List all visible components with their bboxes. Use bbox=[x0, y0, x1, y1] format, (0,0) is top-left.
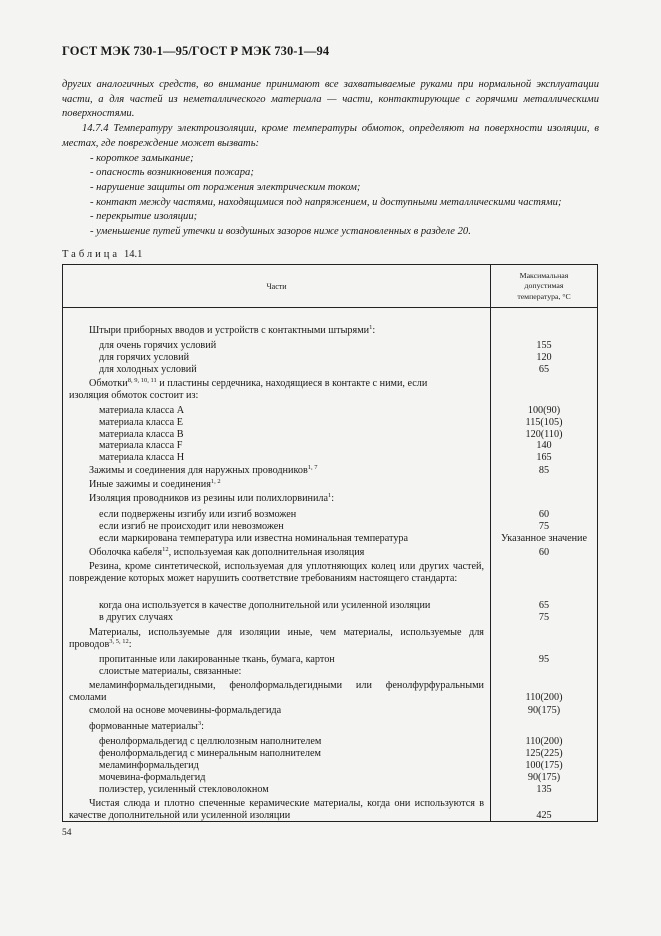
row-text: Оболочка кабеля bbox=[89, 547, 163, 558]
row-label bbox=[99, 509, 296, 521]
row-text: Обмотки bbox=[89, 378, 128, 389]
row-text: когда она используется в качестве дополнительной или усиленной изоляции bbox=[99, 600, 431, 611]
row-temperature-value: 60 bbox=[538, 547, 550, 558]
row-temperature-value: 120(110) bbox=[525, 429, 563, 440]
row-temperature-value: 425 bbox=[536, 810, 552, 821]
row-temperature-value: 65 bbox=[538, 600, 550, 611]
row-text: в других случаях bbox=[99, 612, 173, 623]
row-text-tail: : bbox=[128, 639, 132, 650]
row-temperature-value: 165 bbox=[536, 452, 552, 463]
row-text-tail: , используемая как дополнительная изоляция bbox=[168, 547, 365, 558]
column-header-parts: Части bbox=[266, 282, 287, 291]
row-text: меламинформальдегид bbox=[99, 760, 199, 771]
row-text-tail: и пластины сердечника, находящиеся в контакте с ними, если bbox=[156, 378, 428, 389]
row-label bbox=[99, 736, 321, 748]
row-temperature-value: 90(175) bbox=[527, 705, 561, 716]
row-label bbox=[99, 405, 184, 417]
row-temperature-value: 155 bbox=[536, 340, 552, 351]
table-caption bbox=[62, 249, 142, 260]
row-text: Материалы, используемые для изоляции иные, чем материалы, используемые для проводов bbox=[69, 627, 484, 650]
table-caption-number: 14.1 bbox=[124, 249, 143, 260]
row-label bbox=[89, 465, 318, 477]
list-item: - контакт между частями, находящимися под напряжением, и доступными металлическими частями; bbox=[90, 196, 562, 208]
row-temperature-value: 140 bbox=[536, 440, 552, 451]
footnote-ref: 1, 7 bbox=[307, 464, 318, 471]
row-text: меламинформальдегидными, фенолформальдегидными или фенолфурфуральными смолами bbox=[69, 680, 484, 703]
row-label bbox=[89, 705, 281, 717]
row-label bbox=[89, 721, 204, 733]
list-item: - нарушение защиты от поражения электрическим током; bbox=[90, 181, 361, 193]
page-number: 54 bbox=[62, 828, 72, 838]
list-item: - перекрытие изоляции; bbox=[90, 211, 198, 223]
list-item: - уменьшение путей утечки и воздушных зазоров ниже установленных в разделе 20. bbox=[90, 226, 471, 238]
row-text: если изгиб не происходит или невозможен bbox=[99, 521, 284, 532]
row-temperature-value: 100(175) bbox=[525, 760, 563, 771]
row-label bbox=[99, 784, 269, 796]
temperature-table bbox=[62, 264, 598, 822]
row-label bbox=[99, 748, 321, 760]
row-label bbox=[99, 666, 241, 678]
row-label bbox=[99, 533, 408, 545]
row-temperature-value: 120 bbox=[536, 352, 552, 363]
row-label bbox=[99, 772, 205, 784]
row-temperature-value: 75 bbox=[538, 612, 550, 623]
row-temperature-value: 60 bbox=[538, 509, 550, 520]
row-label bbox=[89, 479, 221, 491]
row-label bbox=[69, 627, 484, 651]
row-label bbox=[99, 364, 197, 376]
continuation-paragraph: других аналогичных средств, во внимание принимают все захватываемые руками при нормальной эксплуатации части, а для частей из неметаллического материала — части, контактирующие с горячими металлическими поверхностями. bbox=[62, 79, 599, 120]
clause-14-7-4: 14.7.4 Температуру электроизоляции, кроме температуры обмоток, определяют на поверхности изоляции, в местах, где повреждение может вызвать: bbox=[62, 123, 599, 149]
row-text: для очень горячих условий bbox=[99, 340, 217, 351]
row-temperature-value: 65 bbox=[538, 364, 550, 375]
footnote-ref: 3 bbox=[197, 720, 202, 727]
row-temperature-value: 115(105) bbox=[525, 417, 563, 428]
row-label bbox=[99, 654, 335, 666]
footnote-ref: 8, 9, 10, 11 bbox=[127, 377, 157, 384]
row-temperature-value: 125(225) bbox=[525, 748, 563, 759]
row-text: для горячих условий bbox=[99, 352, 190, 363]
row-text: Штыри приборных вводов и устройств с контактными штырями bbox=[89, 325, 370, 336]
row-text: фенолформальдегид с минеральным наполнителем bbox=[99, 748, 321, 759]
row-temperature-value: 100(90) bbox=[527, 405, 561, 416]
row-label bbox=[99, 600, 430, 612]
row-label bbox=[99, 417, 183, 429]
row-label bbox=[89, 547, 364, 559]
row-label bbox=[99, 452, 184, 464]
column-header-temperature bbox=[491, 265, 597, 308]
row-temperature-value: 85 bbox=[538, 465, 550, 476]
list-item: - короткое замыкание; bbox=[90, 152, 194, 164]
header-line: температура, °С bbox=[517, 291, 571, 301]
row-text: изоляция обмоток состоит из: bbox=[69, 390, 199, 401]
row-text: если подвержены изгибу или изгиб возможен bbox=[99, 509, 297, 520]
row-text: Чистая слюда и плотно спеченные керамические материалы, когда они используются в качестве дополнительной или усиленной изоляции bbox=[69, 798, 484, 821]
row-label bbox=[99, 760, 199, 772]
footnote-ref: 12 bbox=[162, 546, 169, 553]
table-caption-label: Таблица bbox=[62, 249, 121, 260]
header-line: допустимая bbox=[524, 281, 564, 291]
row-label bbox=[99, 521, 284, 533]
row-text: пропитанные или лакированные ткань, бумага, картон bbox=[99, 654, 335, 665]
row-temperature-value: Указанное значение bbox=[500, 533, 588, 544]
footnote-ref: 1 bbox=[369, 324, 373, 331]
row-text: Резина, кроме синтетической, используемая для уплотняющих колец или других частей, повреждение которых может нарушить соответствие требованиям настоящего стандарта: bbox=[69, 561, 484, 584]
row-label bbox=[69, 798, 484, 822]
row-text-tail: : bbox=[331, 493, 335, 504]
row-temperature-value: 95 bbox=[538, 654, 550, 665]
row-label bbox=[69, 680, 484, 704]
row-label bbox=[99, 612, 173, 624]
header-line: Максимальная bbox=[519, 270, 569, 280]
row-temperature-value: 75 bbox=[538, 521, 550, 532]
row-temperature-value: 90(175) bbox=[527, 772, 561, 783]
row-label bbox=[89, 493, 334, 505]
row-temperature-value: 110(200) bbox=[525, 692, 563, 703]
row-text: материала класса А bbox=[99, 405, 185, 416]
row-label bbox=[69, 390, 198, 402]
row-temperature-value: 135 bbox=[536, 784, 552, 795]
row-text: если маркирована температура или известна номинальная температура bbox=[99, 533, 409, 544]
row-text: Изоляция проводников из резины или полихлорвинила bbox=[89, 493, 329, 504]
table-header bbox=[63, 265, 597, 308]
footnote-ref: 3, 5, 12 bbox=[109, 638, 129, 645]
page-header: ГОСТ МЭК 730-1—95/ГОСТ Р МЭК 730-1—94 bbox=[62, 44, 330, 58]
footnote-ref: 1, 2 bbox=[210, 478, 221, 485]
row-text: материала класса F bbox=[99, 440, 183, 451]
row-text: Иные зажимы и соединения bbox=[89, 479, 211, 490]
row-text: смолой на основе мочевины-формальдегида bbox=[89, 705, 282, 716]
row-text-tail: : bbox=[372, 325, 376, 336]
row-label bbox=[99, 352, 189, 364]
row-text-tail: : bbox=[201, 721, 204, 732]
footnote-ref: 1 bbox=[328, 492, 332, 499]
row-text: формованные материалы bbox=[89, 721, 198, 732]
row-text: мочевина-формальдегид bbox=[99, 772, 206, 783]
row-text: материала класса В bbox=[99, 429, 184, 440]
row-text: фенолформальдегид с целлюлозным наполнителем bbox=[99, 736, 322, 747]
row-label bbox=[89, 325, 375, 337]
row-label bbox=[99, 340, 216, 352]
row-label bbox=[99, 440, 182, 452]
row-label bbox=[69, 561, 484, 585]
intro-text bbox=[62, 78, 599, 240]
row-text: слоистые материалы, связанные: bbox=[99, 666, 242, 677]
row-text: для холодных условий bbox=[99, 364, 197, 375]
row-text: материала класса Н bbox=[99, 452, 185, 463]
row-text: Зажимы и соединения для наружных проводников bbox=[89, 465, 308, 476]
list-item: - опасность возникновения пожара; bbox=[90, 167, 254, 179]
row-text: материала класса Е bbox=[99, 417, 183, 428]
row-text: полиэстер, усиленный стекловолокном bbox=[99, 784, 269, 795]
row-label bbox=[89, 378, 427, 390]
row-temperature-value: 110(200) bbox=[525, 736, 563, 747]
